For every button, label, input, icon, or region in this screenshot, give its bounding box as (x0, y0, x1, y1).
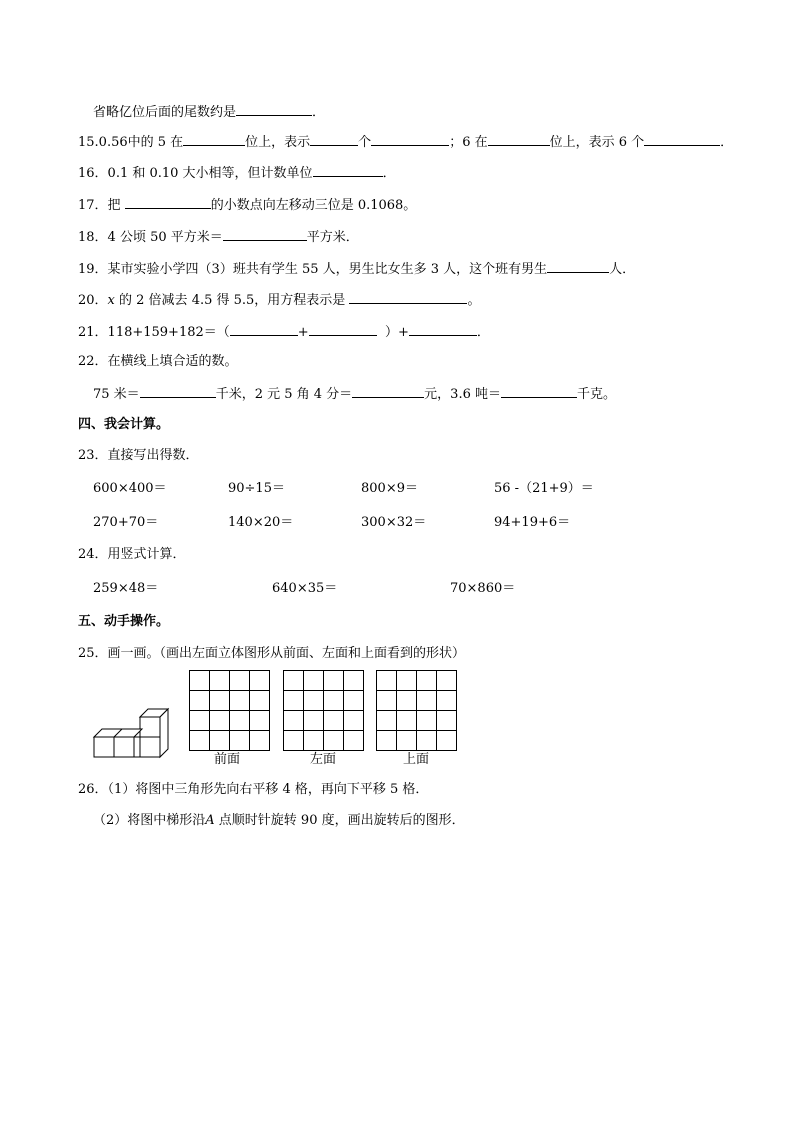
text: 千米，2 元 5 角 4 分＝ (215, 387, 353, 402)
text: 17．把 (78, 198, 121, 213)
answer-blank[interactable] (236, 103, 312, 116)
text: + (297, 325, 309, 340)
text: 20． (78, 293, 108, 308)
question-22: 22．在横线上填合适的数。 (78, 354, 238, 369)
answer-blank[interactable] (125, 196, 211, 209)
text: 人． (609, 262, 636, 277)
question-25: 25．画一画。（画出左面立体图形从前面、左面和上面看到的形状） (78, 646, 466, 661)
calc-item: 270+70＝ (93, 515, 159, 530)
q14-continuation (93, 103, 325, 122)
text: 位上，表示 6 个 (549, 135, 645, 150)
calc-item: 70×860＝ (450, 581, 516, 596)
question-20 (78, 291, 480, 310)
text: 18．4 公顷 50 平方米＝ (78, 230, 223, 245)
calc-item: 300×32＝ (361, 515, 427, 530)
grid-label-top: 上面 (403, 752, 430, 767)
grid-left (283, 670, 365, 752)
answer-blank[interactable] (349, 291, 467, 304)
text: 点顺时针旋转 90 度，画出旋转后的图形． (214, 813, 465, 828)
calc-item: 56 -（21+9）＝ (494, 481, 594, 496)
answer-blank[interactable] (183, 133, 245, 146)
answer-blank[interactable] (309, 323, 377, 336)
section-4-heading: 四、我会计算。 (78, 417, 170, 432)
question-21 (78, 323, 490, 342)
text: 的小数点向左移动三位是 0.1068。 (210, 198, 417, 213)
text: 平方米． (306, 230, 359, 245)
answer-blank[interactable] (371, 133, 449, 146)
calc-item: 259×48＝ (93, 581, 159, 596)
section-5-heading: 五、动手操作。 (78, 614, 170, 629)
text: ；6 在 (449, 135, 488, 150)
text: （2）将图中梯形沿 (93, 813, 206, 828)
question-18 (78, 228, 359, 247)
text: ． (312, 105, 326, 120)
answer-blank[interactable] (313, 164, 383, 177)
question-19 (78, 260, 635, 279)
question-26-part1: 26．（1）将图中三角形先向右平移 4 格，再向下平移 5 格． (78, 782, 429, 797)
answer-blank[interactable] (488, 133, 550, 146)
calc-item: 90÷15＝ (228, 481, 285, 496)
answer-blank[interactable] (644, 133, 720, 146)
calc-item: 140×20＝ (228, 515, 294, 530)
answer-blank[interactable] (409, 323, 477, 336)
question-26-part2 (93, 812, 465, 830)
text: 省略亿位后面的尾数约是 (93, 105, 237, 120)
question-15 (78, 133, 733, 152)
question-22-items (93, 385, 616, 404)
answer-blank[interactable] (223, 228, 307, 241)
text: 的 2 倍减去 4.5 得 5.5，用方程表示是 (114, 293, 346, 308)
question-16 (78, 164, 396, 183)
calc-item: 640×35＝ (272, 581, 338, 596)
text: ． (382, 166, 396, 181)
question-17 (78, 196, 416, 215)
cube-figure (92, 705, 170, 761)
text: 21．118+159+182＝（ (78, 325, 230, 340)
grid-label-left: 左面 (310, 752, 337, 767)
text: ）+ (384, 325, 409, 340)
text: 个 (358, 135, 372, 150)
calc-item: 94+19+6＝ (494, 515, 571, 530)
grid-label-front: 前面 (214, 752, 241, 767)
calc-item: 600×400＝ (93, 481, 167, 496)
answer-blank[interactable] (501, 385, 577, 398)
answer-blank[interactable] (352, 385, 424, 398)
question-24: 24．用竖式计算． (78, 547, 186, 562)
text: 元，3.6 吨＝ (424, 387, 501, 402)
text: ． (720, 135, 734, 150)
answer-blank[interactable] (230, 323, 298, 336)
text: 16．0.1 和 0.10 大小相等，但计数单位 (78, 166, 313, 181)
answer-blank[interactable] (547, 260, 609, 273)
text: 千克。 (576, 387, 616, 402)
text: 75 米＝ (93, 387, 140, 402)
text: 位上，表示 (245, 135, 311, 150)
text: 19．某市实验小学四（3）班共有学生 55 人，男生比女生多 3 人，这个班有男生 (78, 262, 548, 277)
grid-front (189, 670, 271, 752)
grid-top (376, 670, 458, 752)
variable-x: x (107, 293, 115, 308)
text: 15.0.56中的 5 在 (78, 135, 184, 150)
calc-item: 800×9＝ (361, 481, 418, 496)
answer-blank[interactable] (140, 385, 216, 398)
point-A: A (205, 813, 215, 828)
question-23: 23．直接写出得数． (78, 448, 199, 463)
text: ． (476, 325, 490, 340)
text: 。 (467, 293, 481, 308)
answer-blank[interactable] (310, 133, 358, 146)
